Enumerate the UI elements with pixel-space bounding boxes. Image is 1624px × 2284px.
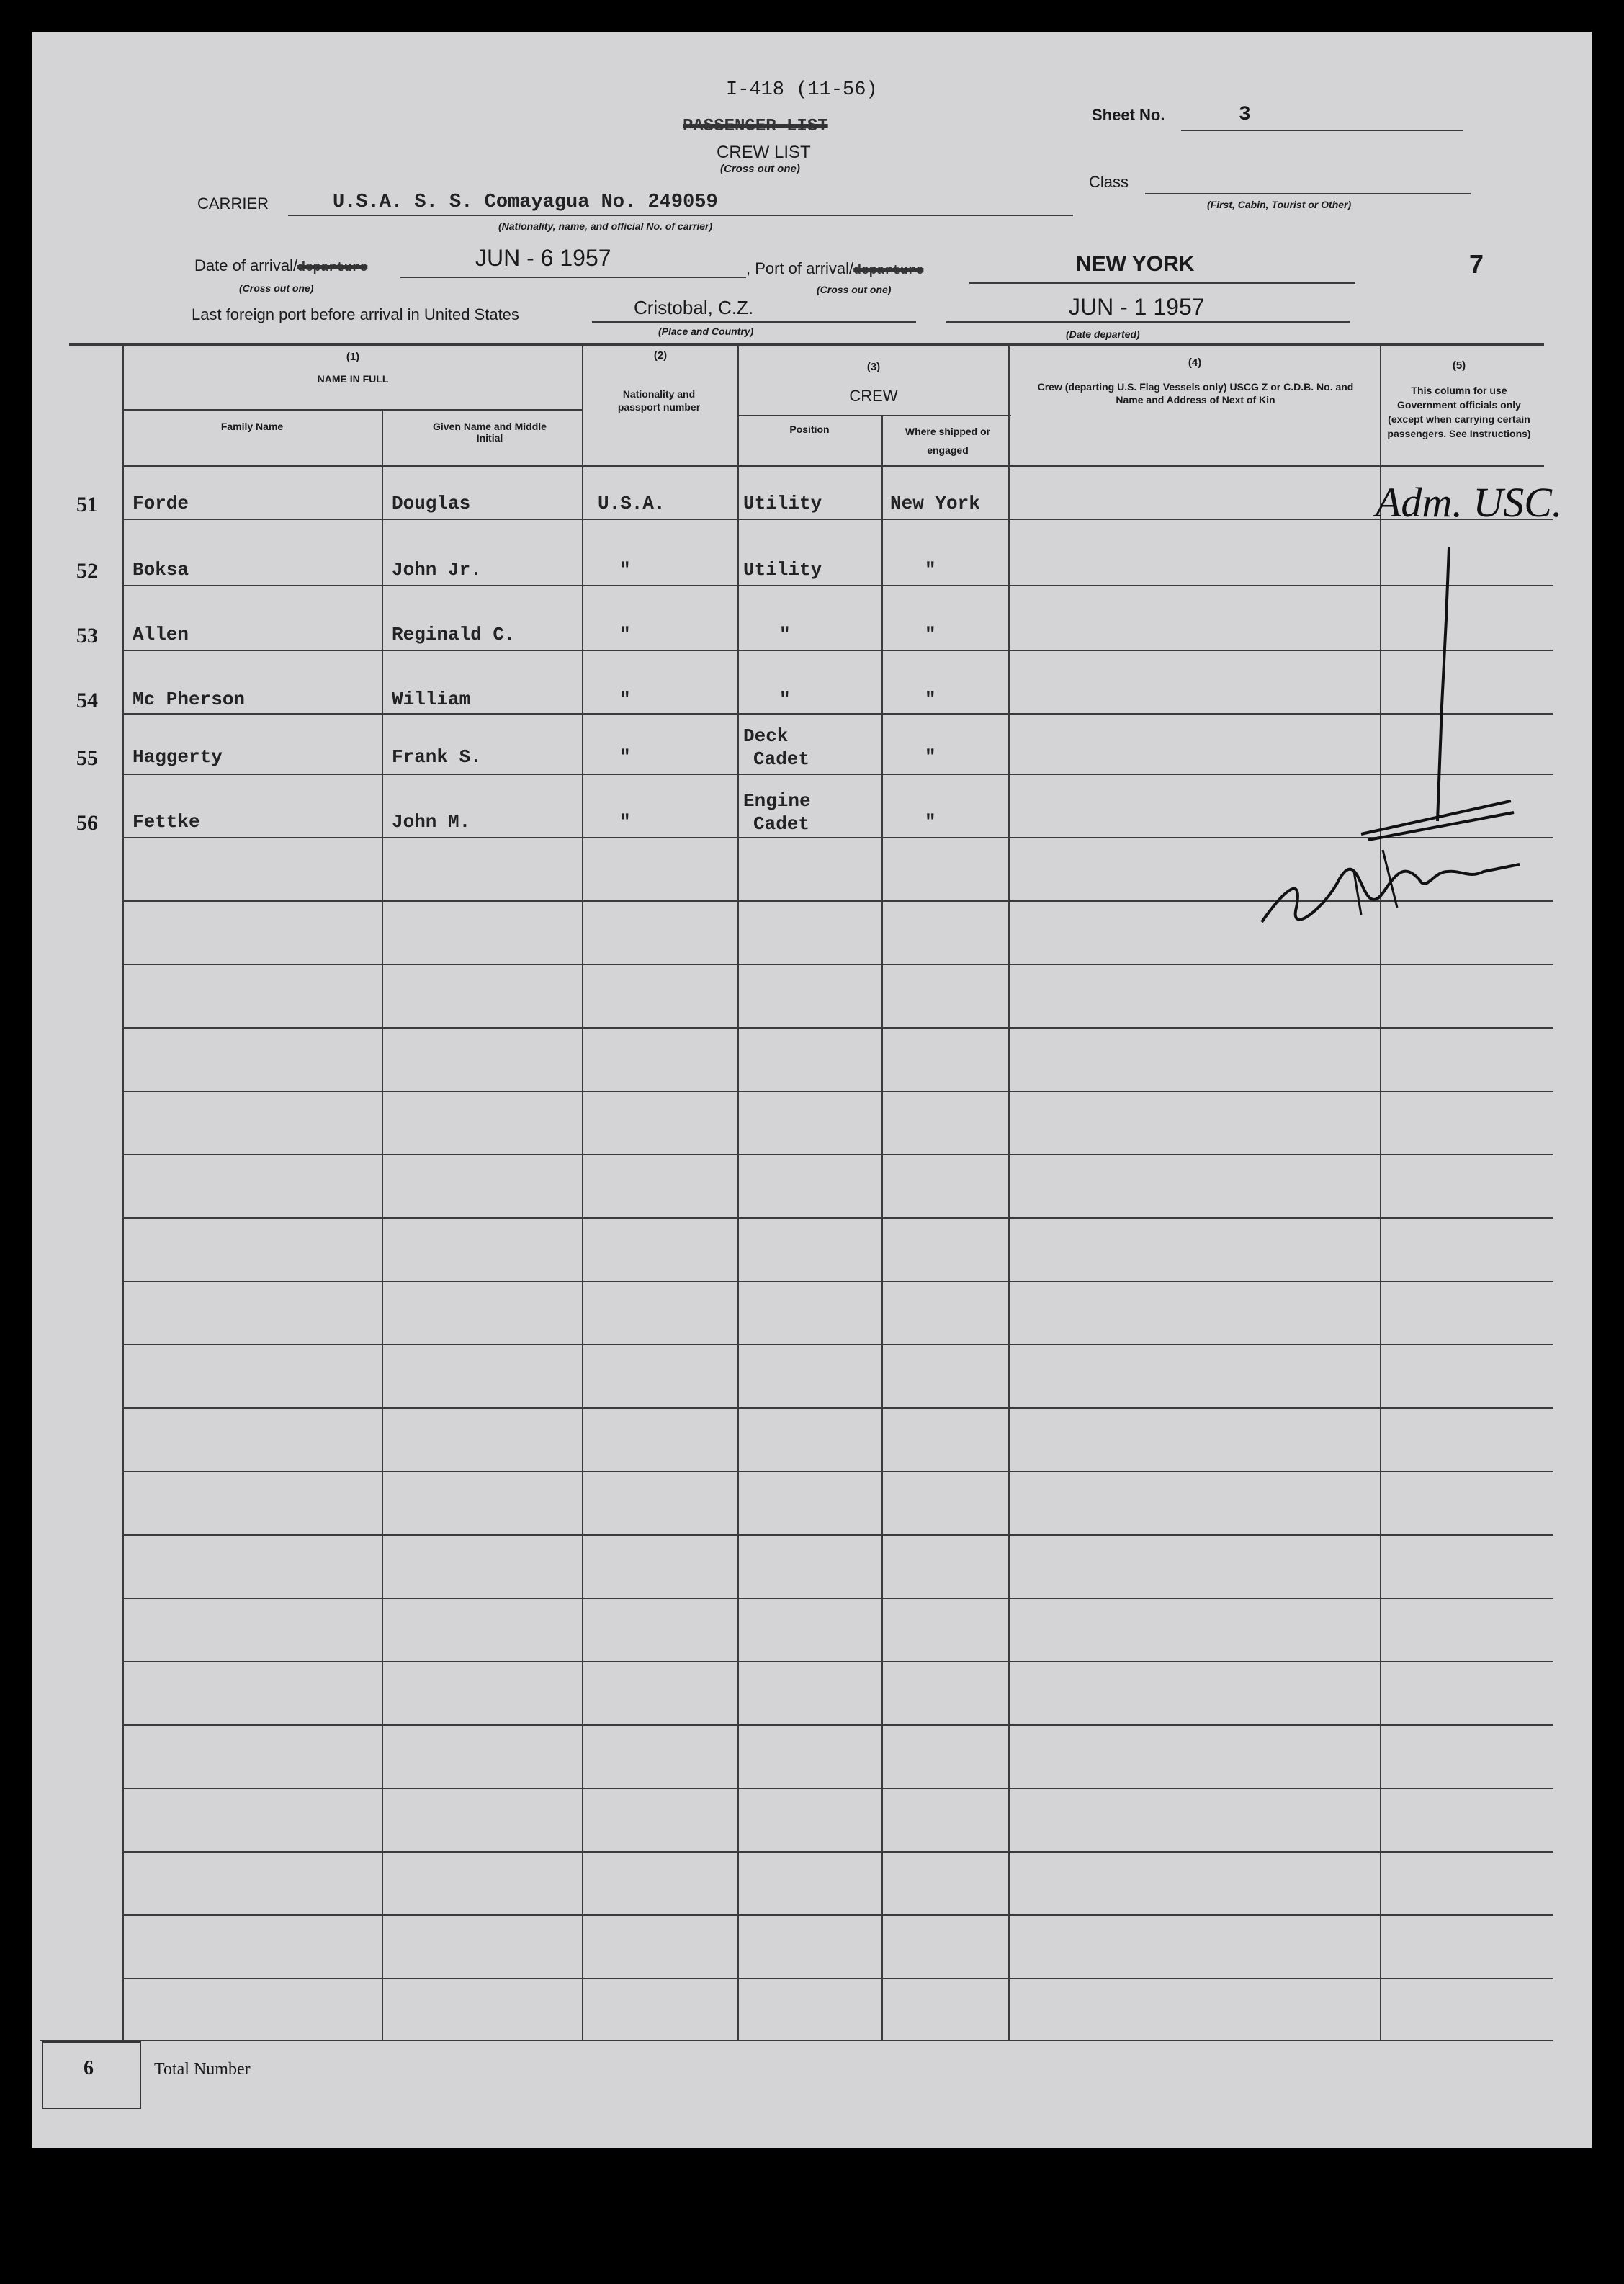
where-shipped: New York bbox=[890, 493, 980, 514]
last-port-value: Cristobal, C.Z. bbox=[634, 297, 754, 318]
col5-title: This column for use Government officials only (except when carrying certain passengers. See Instructions) bbox=[1387, 385, 1531, 439]
family-name: Fettke bbox=[133, 811, 200, 833]
where-shipped: " bbox=[925, 559, 936, 581]
struck-passenger-list: PASSENGER LIST bbox=[683, 117, 828, 136]
family-name: Allen bbox=[133, 624, 189, 645]
row-rule bbox=[122, 1851, 1553, 1853]
given-name: Douglas bbox=[392, 493, 471, 514]
row-rule bbox=[122, 1978, 1553, 1979]
where-shipped: " bbox=[925, 689, 936, 710]
last-port-hint: (Place and Country) bbox=[658, 326, 754, 337]
row-number: 55 bbox=[76, 746, 98, 770]
nationality: " bbox=[619, 811, 631, 833]
nationality: " bbox=[619, 624, 631, 645]
departed-date: JUN - 1 1957 bbox=[1069, 294, 1205, 320]
col1-number: (1) bbox=[346, 351, 360, 363]
port-hint: (Cross out one) bbox=[817, 284, 892, 295]
row-rule bbox=[122, 1217, 1553, 1219]
row-number: 52 bbox=[76, 559, 98, 583]
row-rule bbox=[122, 519, 1553, 520]
form-title: CREW LIST bbox=[717, 143, 811, 162]
where-shipped: " bbox=[925, 624, 936, 645]
nationality: " bbox=[619, 559, 631, 581]
row-rule bbox=[122, 1407, 1553, 1409]
date-label: Date of arrival/departure bbox=[194, 256, 368, 275]
family-name: Haggerty bbox=[133, 746, 223, 768]
nationality: " bbox=[619, 689, 631, 710]
col2-title: Nationality and passport number bbox=[617, 388, 701, 413]
position: " bbox=[779, 689, 791, 710]
document-page bbox=[32, 32, 1592, 2148]
row-rule bbox=[122, 1724, 1553, 1726]
nationality: U.S.A. bbox=[598, 493, 665, 514]
position: Utility bbox=[743, 559, 822, 581]
row-rule bbox=[122, 1091, 1553, 1092]
date-hint: (Cross out one) bbox=[239, 282, 314, 294]
col2-number: (2) bbox=[653, 349, 668, 362]
class-hint: (First, Cabin, Tourist or Other) bbox=[1207, 199, 1352, 210]
port-value: NEW YORK bbox=[1076, 252, 1195, 276]
row-number: 53 bbox=[76, 624, 98, 648]
col4-number: (4) bbox=[1188, 357, 1202, 369]
col1-family-header: Family Name bbox=[220, 421, 284, 432]
form-number: I-418 (11-56) bbox=[726, 79, 878, 101]
title-cross-out-hint: (Cross out one) bbox=[720, 163, 800, 175]
given-name: Frank S. bbox=[392, 746, 482, 768]
row-rule bbox=[122, 1281, 1553, 1282]
row-rule bbox=[122, 1027, 1553, 1029]
class-label: Class bbox=[1089, 173, 1129, 191]
nationality: " bbox=[619, 746, 631, 768]
row-rule bbox=[122, 1471, 1553, 1472]
col3-number: (3) bbox=[866, 361, 881, 373]
row-rule bbox=[122, 1914, 1553, 1916]
row-rule bbox=[122, 1598, 1553, 1599]
official-note: Adm. USC. bbox=[1376, 479, 1563, 526]
corner-number: 7 bbox=[1469, 249, 1484, 279]
position: Engine Cadet bbox=[743, 790, 811, 835]
row-rule bbox=[122, 1154, 1553, 1155]
total-label: Total Number bbox=[154, 2060, 251, 2079]
row-rule bbox=[122, 1788, 1553, 1789]
row-rule bbox=[122, 964, 1553, 965]
row-rule bbox=[122, 1344, 1553, 1345]
departed-hint: (Date departed) bbox=[1066, 328, 1140, 340]
last-port-label: Last foreign port before arrival in United States bbox=[192, 305, 519, 323]
family-name: Boksa bbox=[133, 559, 189, 581]
family-name: Forde bbox=[133, 493, 189, 514]
signature-mark bbox=[1253, 533, 1527, 936]
col3-title: CREW bbox=[849, 387, 898, 405]
where-shipped: " bbox=[925, 746, 936, 768]
given-name: John M. bbox=[392, 811, 471, 833]
arrival-date: JUN - 6 1957 bbox=[475, 245, 611, 271]
position: " bbox=[779, 624, 791, 645]
where-shipped: " bbox=[925, 811, 936, 833]
given-name: John Jr. bbox=[392, 559, 482, 581]
col4-title: Crew (departing U.S. Flag Vessels only) USCG Z or C.D.B. No. and Name and Address of Next of Kin bbox=[1037, 381, 1354, 406]
port-label: , Port of arrival/departure bbox=[746, 259, 924, 278]
carrier-hint: (Nationality, name, and official No. of carrier) bbox=[498, 220, 713, 232]
given-name: Reginald C. bbox=[392, 624, 516, 645]
total-value: 6 bbox=[84, 2057, 94, 2079]
sheet-label: Sheet No. bbox=[1092, 106, 1165, 124]
row-number: 54 bbox=[76, 689, 98, 712]
col3-where-header: Where shipped or engaged bbox=[905, 426, 991, 456]
carrier-label: CARRIER bbox=[197, 194, 269, 212]
given-name: William bbox=[392, 689, 471, 710]
sheet-number: 3 bbox=[1239, 104, 1251, 126]
row-rule bbox=[122, 1534, 1553, 1536]
row-rule bbox=[122, 1661, 1553, 1662]
carrier-value: U.S.A. S. S. Comayagua No. 249059 bbox=[333, 192, 718, 213]
row-number: 56 bbox=[76, 811, 98, 835]
col1-given-header: Given Name and Middle Initial bbox=[433, 421, 547, 444]
col3-position-header: Position bbox=[789, 424, 830, 435]
col5-number: (5) bbox=[1452, 359, 1466, 372]
position: Utility bbox=[743, 493, 822, 514]
family-name: Mc Pherson bbox=[133, 689, 246, 710]
row-number: 51 bbox=[76, 493, 98, 516]
position: Deck Cadet bbox=[743, 725, 810, 770]
col1-title: NAME IN FULL bbox=[317, 373, 389, 385]
